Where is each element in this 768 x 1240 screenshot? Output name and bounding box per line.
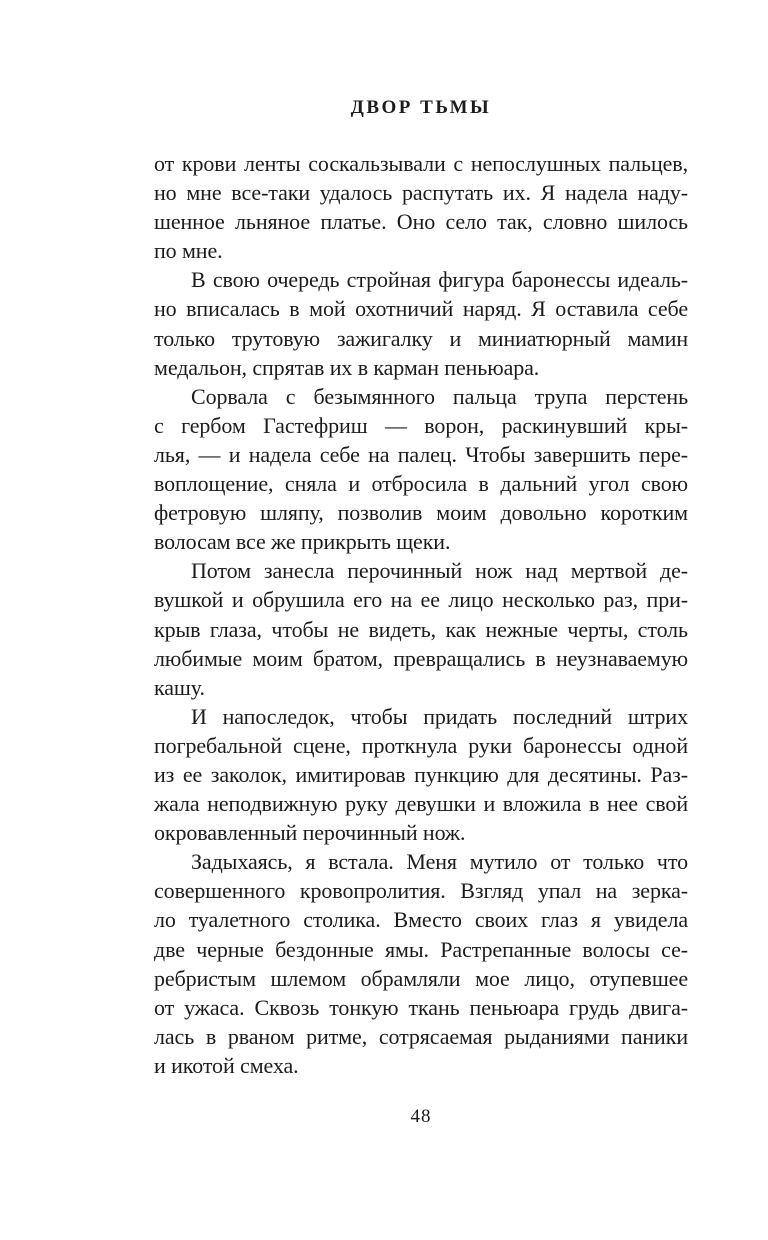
paragraph: [154, 702, 688, 847]
paragraph: [154, 847, 688, 1080]
text-line: Потом занесла перочинный нож над мертвой де-: [191, 558, 688, 584]
text-line: Сорвала с безымянного пальца трупа перстень: [191, 383, 688, 409]
text-line: ребристым шлемом обрамляли мое лицо, отупевшее: [154, 965, 688, 991]
text-line: окровавленный перочинный нож.: [154, 820, 466, 846]
text-line: В свою очередь стройная фигура баронессы идеаль-: [191, 267, 688, 293]
text-line: Задыхаясь, я встала. Меня мутило от только что: [191, 849, 688, 875]
text-line: совершенного кровопролития. Взгляд упал на зерка-: [154, 878, 688, 904]
text-line: но вписалась в мой охотничий наряд. Я оставила себе: [154, 296, 688, 322]
text-line: от крови ленты соскальзывали с непослушных пальцев,: [154, 151, 688, 176]
text-line: медальон, спрятав их в карман пеньюара.: [154, 354, 540, 380]
text-line: воплощение, сняла и отбросила в дальний угол свою: [154, 471, 688, 497]
text-line: от ужаса. Сквозь тонкую ткань пеньюара грудь двига-: [154, 994, 688, 1020]
text-line: но мне все-таки удалось распутать их. Я надела наду-: [154, 180, 688, 206]
text-line: шенное льняное платье. Оно село так, словно шилось: [154, 209, 688, 235]
paragraph: [154, 265, 688, 381]
text-line: любимые моим братом, превращались в неузнаваемую: [154, 645, 688, 671]
text-line: кашу.: [154, 674, 205, 700]
text-block: [154, 149, 688, 1080]
text-line: лья, — и надела себе на палец. Чтобы завершить пере-: [154, 441, 688, 467]
text-line: И напоследок, чтобы придать последний штрих: [191, 703, 688, 729]
text-line: с гербом Гастефриш — ворон, раскинувший кры-: [154, 412, 688, 438]
text-line: ло туалетного столика. Вместо своих глаз я увидела: [154, 907, 688, 933]
page-number: 48: [410, 1106, 432, 1127]
text-line: по мне.: [154, 238, 223, 264]
text-line: крыв глаза, чтобы не видеть, как нежные черты, столь: [154, 616, 688, 642]
text-line: лась в рваном ритме, сотрясаемая рыданиями паники: [154, 1023, 688, 1049]
running-header: ДВОР ТЬМЫ: [350, 97, 492, 118]
text-line: погребальной сцене, проткнула руки баронессы одной: [154, 732, 688, 758]
text-line: только трутовую зажигалку и миниатюрный мамин: [154, 325, 688, 351]
text-line: две черные бездонные ямы. Растрепанные волосы се-: [154, 936, 688, 962]
paragraph: [154, 149, 688, 265]
paragraph: [154, 556, 688, 701]
text-line: из ее заколок, имитировав пункцию для десятины. Раз-: [154, 761, 688, 787]
text-line: фетровую шляпу, позволив моим довольно коротким: [154, 500, 688, 526]
text-line: вушкой и обрушила его на ее лицо несколько раз, при-: [154, 587, 688, 613]
paragraph: [154, 382, 688, 557]
text-line: и икотой смеха.: [154, 1052, 299, 1078]
text-line: волосам все же прикрыть щеки.: [154, 529, 451, 555]
text-line: жала неподвижную руку девушки и вложила в нее свой: [154, 791, 688, 817]
